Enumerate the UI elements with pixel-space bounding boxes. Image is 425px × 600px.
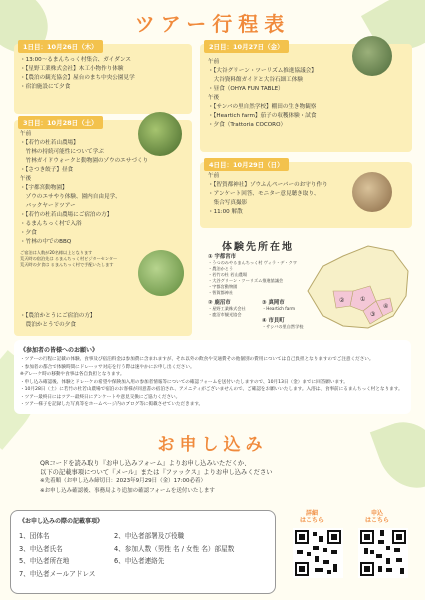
notice-line: ・ツアー最終日にはツアー最終日にアンケートや意見交換にご協力ください。 [20,394,181,400]
notice-heading: 《参加者の皆様へのお願い》 [20,347,99,354]
requirement-item: 1、団体名 [19,532,50,540]
requirement-item: 6、申込者連絡先 [114,557,165,565]
requirement-item: 5、申込者所在地 [19,557,70,565]
requirement-item: 3、申込者氏名 [19,544,63,553]
notice-line: ・申し込み確認後、体験とドレーケの希望や保険加入用の参加者情報等についての確認フォームを送付いたしますので、10月13日（金）までに回答願います。 [20,379,348,385]
area-name: ③ 真岡市 [262,300,285,306]
schedule-line: ・【若竹の杜若山農場にご宿泊の方】 [20,212,113,218]
schedule-line: ・13:00～るまんちっく村集合、ガイダンス [20,57,131,63]
schedule-line: 午後 [208,95,220,101]
map-marker-3: ③ [370,311,376,318]
qr-code-details[interactable] [293,528,343,578]
area-item: ・農泊かとう [208,266,234,271]
schedule-line: 午前 [208,173,220,179]
notice-line: ※デレーケ時の移動や食事は各自負担となります。 [20,372,125,377]
area-name: ② 鹿沼市 [208,300,231,306]
schedule-line: ・竹林の中でのBBQ [20,239,72,245]
tochigi-map [298,236,418,336]
day2-tag: 2日目：10月27日（金） [204,40,289,53]
qr-code-apply[interactable] [358,528,408,578]
area-item: ・若竹の杜 若山農場 [208,272,248,277]
schedule-line: ・【農泊かとうにご宿泊の方】 [20,313,96,319]
schedule-line: 午前 [20,131,32,137]
map-marker-1: ① [360,296,366,303]
participant-notice [14,340,411,414]
area-item: ・星野工業株式会社 [208,306,246,311]
note-line: 荒天時の夕食は るまんちっく村で手配いたします [20,262,114,267]
requirement-row [19,555,267,568]
photo-bbq [138,250,184,296]
schedule-line: 午後 [20,176,32,182]
apply-instructions [40,459,390,496]
schedule-line: ・【大谷グリーン・ツーリズム推進協議会】 [208,68,317,74]
schedule-line: ・【農泊の観光協会】屋台のまち中央公園見学 [20,75,135,81]
schedule-line: ・11:00 解散 [208,209,243,215]
qr-apply-label [365,511,389,524]
area-item: ・サシバの里自然学校 [262,324,304,329]
area-name: ① 宇都宮市 [208,254,237,260]
schedule-line: 竹林ガイドウォークと動物園のゾウのエサづくり [20,158,149,164]
map-area-1 [208,254,297,296]
schedule-line: ・アンケート回答、モニター意見聴き取り、 [208,191,320,197]
qr-label-line: 申込 [371,510,384,517]
area-item: ・智賀都神社 [208,290,234,295]
apply-line: ※お申し込み確認後、事務局より追加の確認フォームを送付いたします [40,487,215,494]
map-area-2 [208,300,246,318]
qr-label-line: 詳細 [306,510,319,517]
qr-label-line: はこちら [365,516,390,524]
photo-shrine [352,172,392,212]
area-name: ④ 市貝町 [262,318,285,324]
schedule-line: ・昼食（OHYA FUN TABLE） [208,86,284,92]
schedule-line: 農泊かとうでの夕食 [20,322,76,328]
schedule-line: ・るまんちっく村で入浴 [20,221,82,227]
area-item: ・Heartich farm [262,306,296,311]
prefecture-outline [308,246,408,328]
note-line: ご宿泊は人数が20名様以上となります [20,250,93,255]
schedule-line: ・夕食 [20,230,37,236]
requirement-row [19,543,267,556]
day1-tag: 1日目：10月26日（木） [18,40,103,53]
day2-schedule [208,58,317,130]
requirement-item: 2、申込者部署及び役職 [114,532,185,540]
note-line: 荒天時の宿泊先は るまんちっく村ビジターセンター [20,256,118,261]
day3-tag: 3日目：10月28日（土） [18,116,103,129]
apply-line: QRコードを読み取り『お申し込みフォーム』よりお申し込みいただくか、 [40,460,251,467]
schedule-line: ・【さつき餃子】昼食 [20,167,74,173]
schedule-line: ・【智賀都神社】ゾウふんペーパーのお守り作り [208,182,328,188]
day4-tag: 4日目：10月29日（日） [204,158,289,171]
schedule-line: ゾウのエサやり体験、園内自由見学、 [20,194,121,200]
map-area-3 [262,300,295,312]
day1-schedule [20,56,135,92]
application-requirements [10,510,276,594]
day3-extra [20,312,96,330]
schedule-line: 大谷資料館ガイドと大谷石細工体験 [208,77,303,83]
requirement-row [19,568,267,581]
schedule-line: ・【星野工業株式会社】木工小物作り体験 [20,66,124,72]
area-item: ・うつのみやるまんちっく村 ヴィラ・デ・クワ [208,260,298,265]
requirement-row [19,530,267,543]
schedule-line: ・【宇都宮動物園】 [20,185,68,191]
apply-title: お申し込み [157,435,268,455]
apply-line: ※先着順（お申し込み締切日：2023年9月29日（金）17:00必着） [40,478,206,485]
notice-line: ・10月28日（土）に若竹の杜若山農場で宿泊のお客様が同意書の宿泊され、アメニティがございませんので、ご確認をお願いいたします。入浴は、食事前にるまんちっく村となります。 [20,387,403,392]
requirement-item: 7、申込者メールアドレス [19,569,96,578]
schedule-line: ・【若竹の杜若山農場】 [20,140,79,146]
schedule-line: ・【Heartich farm】茄子の収穫体験・試食 [208,113,317,119]
area-item: ・大谷グリーン・ツーリズム推進協議会 [208,278,284,283]
day3-notes [20,250,117,268]
area-item: ・鹿沼市観光協会 [208,312,242,317]
schedule-line: ・【サンバの里自然学校】棚田の生き物観察 [208,104,317,110]
schedule-line: 集合写真撮影 [208,200,248,206]
notice-line: ・参加者の都合で体験時間にドレーッサ対応を行う際は速やかにお申し出ください。 [20,364,195,370]
map-area-4 [262,318,304,330]
notice-line: ・ツアー様子を記録した写真等をホームページ内のブログ等に掲載させていただきます。 [20,402,204,407]
apply-line: 以下の記載事項について『メール』または『ファックス』よりお申し込みください [40,469,273,477]
area-item: ・宇都宮動物園 [208,284,238,289]
day4-schedule [208,172,328,217]
schedule-line: ・夕食（Trattoria COCORO） [208,122,287,128]
notice-line: ・ツアーの行程に記載の体験、食事及び宿泊料金は参加費に含まれますが、それ以外の飲食や交通費その他個別の費用については自己負担となりますのでご注意ください。 [20,357,374,362]
schedule-line: 午前 [208,59,220,65]
requirement-item: 4、参加人数（男性 名 / 女性 名）部屋数 [114,544,235,553]
schedule-line: 竹林の持続可能性について学ぶ [20,149,104,155]
schedule-line: バックヤードツアー [20,203,76,209]
page-title: ツアー行程表 [134,12,291,36]
qr-details-label [300,511,324,524]
day3-schedule [20,130,148,247]
map-title: 体験先所在地 [222,242,294,253]
qr-label-line: はこちら [300,516,325,524]
map-marker-4: ④ [383,303,389,310]
map-marker-2: ② [339,297,345,304]
photo-stone-craft [352,36,392,76]
requirements-heading: 《お申し込みの際の記載事項》 [19,518,104,525]
schedule-line: ・宿泊施設にて夕食 [20,84,71,90]
